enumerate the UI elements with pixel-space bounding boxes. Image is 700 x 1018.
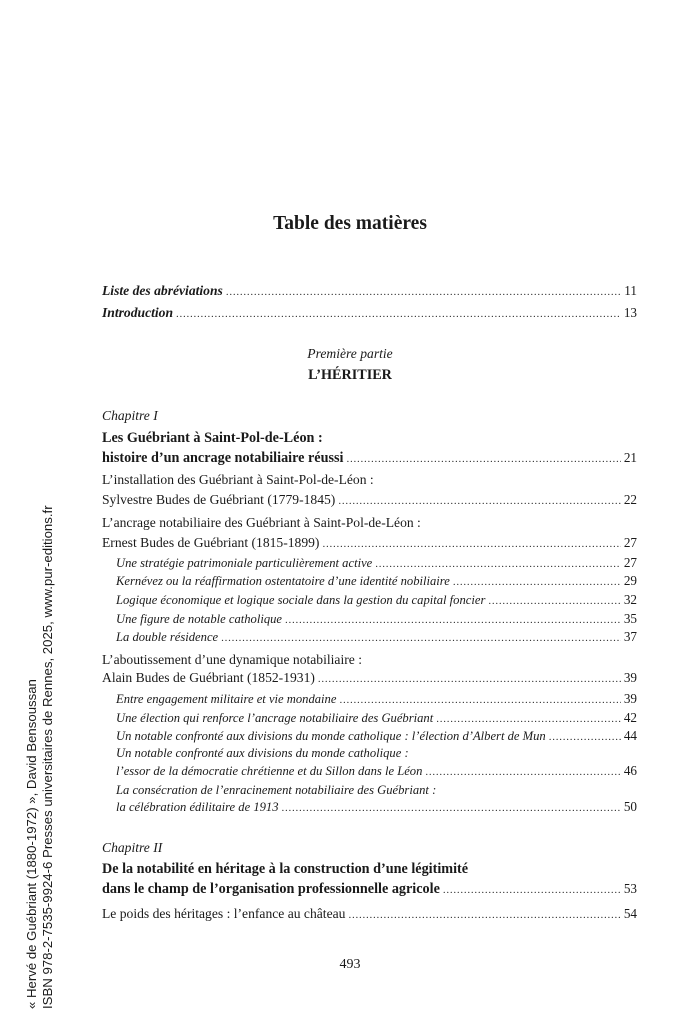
dot-leader — [453, 574, 621, 590]
toc-page: 39 — [623, 670, 637, 685]
dot-leader — [549, 729, 621, 745]
toc-page: 27 — [623, 555, 637, 570]
toc-label: Une élection qui renforce l’ancrage notabiliaire des Guébriant — [116, 711, 434, 725]
toc-label: Ernest Budes de Guébriant (1815-1899) — [102, 535, 320, 550]
toc-entry-subsection[interactable] — [116, 763, 637, 780]
subsection-line1: Un notable confronté aux divisions du monde catholique : — [116, 746, 409, 760]
side-copyright-notice — [0, 0, 80, 1018]
toc-entry-chapter1[interactable] — [102, 450, 637, 467]
dot-leader — [226, 284, 621, 300]
dot-leader — [375, 556, 621, 572]
toc-page: 35 — [623, 611, 637, 626]
toc-entry-subsection[interactable] — [116, 592, 637, 609]
toc-page: 53 — [623, 881, 637, 896]
toc-label: La double résidence — [116, 630, 219, 644]
toc-page: 50 — [623, 799, 637, 814]
dot-leader — [282, 800, 621, 816]
chapter-label: Chapitre II — [102, 840, 163, 855]
toc-entry-section[interactable] — [102, 492, 637, 509]
toc-label: Le poids des héritages : l’enfance au château — [102, 906, 346, 921]
toc-entry-introduction[interactable] — [102, 305, 637, 322]
toc-entry-subsection[interactable] — [116, 611, 637, 628]
dot-leader — [318, 671, 621, 687]
toc-label: Une stratégie patrimoniale particulièrement active — [116, 556, 373, 570]
toc-label: dans le champ de l’organisation professionnelle agricole — [102, 881, 440, 897]
toc-label: Une figure de notable catholique — [116, 612, 283, 626]
side-notice-line2: ISBN 978-2-7535-9924-6 Presses universitaires de Rennes, 2025, www.pur-editions.fr — [40, 505, 55, 1009]
toc-label: Logique économique et logique sociale dans la gestion du capital foncier — [116, 593, 486, 607]
toc-label: Sylvestre Budes de Guébriant (1779-1845) — [102, 492, 336, 507]
toc-page: 13 — [623, 305, 637, 320]
dot-leader — [425, 764, 620, 780]
side-notice-line1: « Hervé de Guébriant (1880-1972) », David Bensoussan — [24, 679, 39, 1009]
toc-page: 37 — [623, 629, 637, 644]
toc-label: Introduction — [102, 305, 174, 320]
toc-entry-section[interactable] — [102, 670, 637, 687]
dot-leader — [221, 630, 621, 646]
toc-entry-subsection[interactable] — [116, 691, 637, 708]
toc-page: 11 — [624, 283, 637, 298]
dot-leader — [488, 593, 620, 609]
toc-page: 39 — [623, 691, 637, 706]
toc-page: 32 — [623, 592, 637, 607]
toc-entry-subsection[interactable] — [116, 629, 637, 646]
chapter-title-line1: De la notabilité en héritage à la construction d’une légitimité — [102, 861, 469, 877]
toc-entry-subsection[interactable] — [116, 728, 637, 745]
section-line1: L’aboutissement d’une dynamique notabiliaire : — [102, 652, 362, 667]
toc-entry-section[interactable] — [102, 906, 637, 923]
toc-page: 44 — [623, 728, 637, 743]
section-line1: L’ancrage notabiliaire des Guébriant à Saint-Pol-de-Léon : — [102, 515, 421, 530]
toc-label: la célébration édilitaire de 1913 — [116, 800, 279, 814]
page-number: 493 — [339, 957, 361, 972]
section-line1: L’installation des Guébriant à Saint-Pol-de-Léon : — [102, 472, 374, 487]
dot-leader — [322, 536, 620, 552]
toc-label: l’essor de la démocratie chrétienne et du Sillon dans le Léon — [116, 764, 423, 778]
toc-page: 27 — [623, 535, 637, 550]
part-kicker: Première partie — [307, 346, 393, 361]
subsection-line1: La consécration de l’enracinement notabiliaire des Guébriant : — [116, 783, 437, 797]
dot-leader — [176, 306, 621, 322]
page-title: Table des matières — [273, 213, 427, 234]
toc-page: 42 — [623, 710, 637, 725]
toc-page: 22 — [623, 492, 637, 507]
dot-leader — [346, 451, 620, 467]
toc-entry-subsection[interactable] — [116, 799, 637, 816]
toc-entry-subsection[interactable] — [116, 555, 637, 572]
toc-label: histoire d’un ancrage notabiliaire réussi — [102, 450, 344, 466]
toc-label: Entre engagement militaire et vie mondaine — [116, 692, 337, 706]
toc-page: 29 — [623, 573, 637, 588]
dot-leader — [338, 493, 621, 509]
toc-label: Un notable confronté aux divisions du monde catholique : l’élection d’Albert de Mun — [116, 729, 546, 743]
dot-leader — [285, 612, 621, 628]
chapter-label: Chapitre I — [102, 408, 158, 423]
toc-entry-subsection[interactable] — [116, 573, 637, 590]
toc-page: 54 — [623, 906, 637, 921]
dot-leader — [348, 907, 620, 923]
toc-page: 21 — [623, 450, 637, 465]
toc-entry-chapter2[interactable] — [102, 881, 637, 898]
dot-leader — [436, 711, 621, 727]
part-title: L’HÉRITIER — [308, 367, 392, 383]
toc-entry-section[interactable] — [102, 535, 637, 552]
toc-entry-abbreviations[interactable] — [102, 283, 637, 300]
dot-leader — [339, 692, 620, 708]
toc-label: Liste des abréviations — [102, 283, 223, 298]
dot-leader — [443, 882, 621, 898]
chapter-title-line1: Les Guébriant à Saint-Pol-de-Léon : — [102, 430, 323, 446]
toc-entry-subsection[interactable] — [116, 710, 637, 727]
toc-label: Alain Budes de Guébriant (1852-1931) — [102, 670, 315, 685]
toc-label: Kernévez ou la réaffirmation ostentatoire d’une identité nobiliaire — [116, 574, 450, 588]
toc-page: 46 — [623, 763, 637, 778]
